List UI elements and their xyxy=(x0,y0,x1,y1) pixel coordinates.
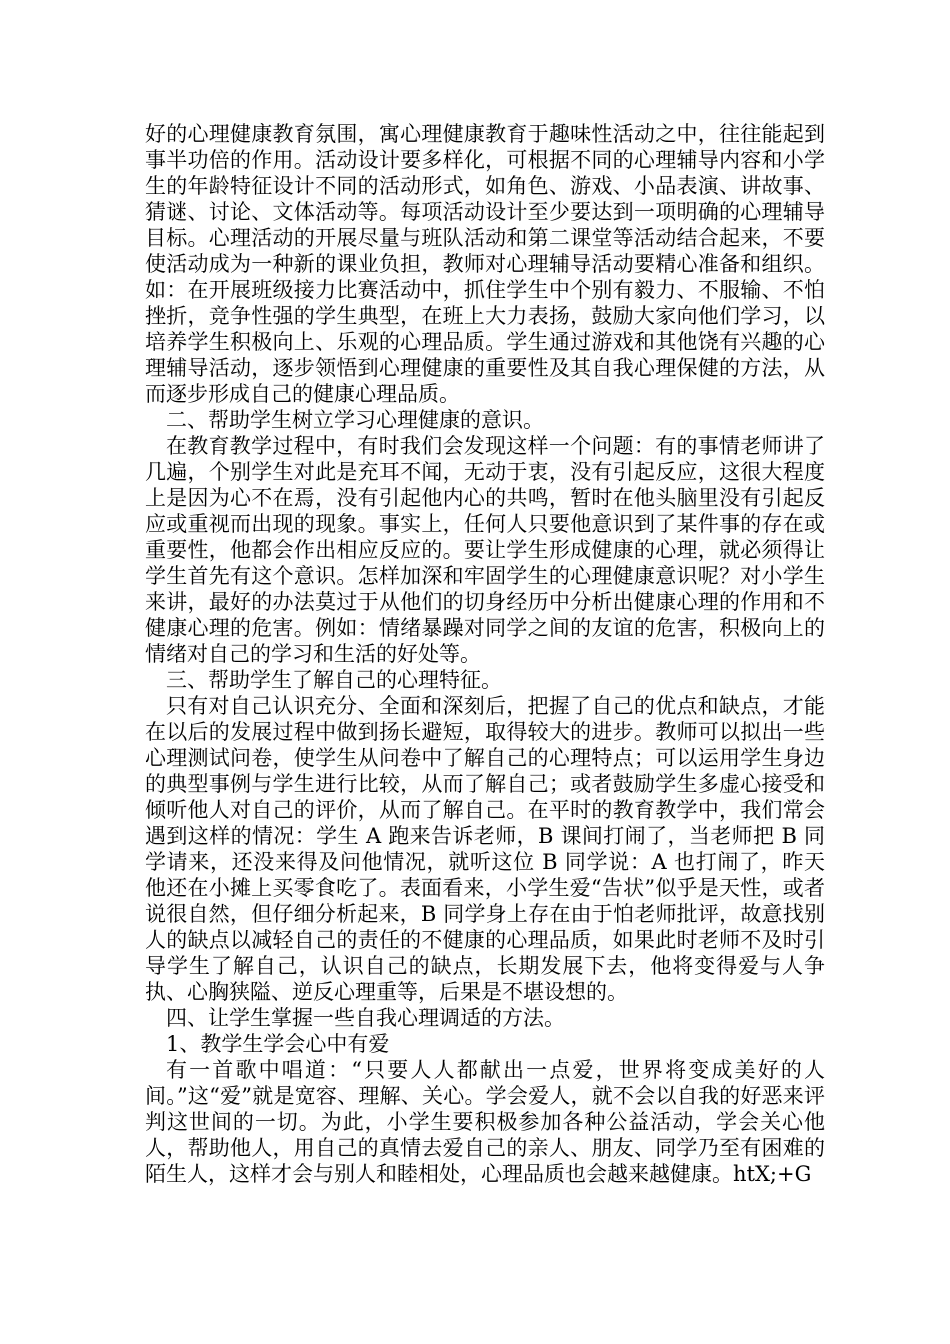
section-heading: 二、帮助学生树立学习心理健康的意识。 xyxy=(166,408,544,432)
subsection-heading: 1、教学生学会心中有爱 xyxy=(166,1032,390,1056)
body-paragraph: 在教育教学过程中，有时我们会发现这样一个问题：有的事情老师讲了几遍，个别学生对此是充耳不闻，无动于衷，没有引起反应，这很大程度上是因为心不在焉，没有引起他内心的共鸣，暂时在他头脑里没有引起反应或重视而出现的现象。事实上，任何人只要他意识到了某件事的存在或重要性，他都会作出相应反应的。要让学生形成健康的心理，就必须得让学生首先有这个意识。怎样加深和牢固学生的心理健康意识呢？对小学生来讲，最好的办法莫过于从他们的切身经历中分析出健康心理的作用和不健康心理的危害。例如：情绪暴躁对同学之间的友谊的危害，积极向上的情绪对自己的学习和生活的好处等。 xyxy=(145,434,825,666)
body-paragraph: 有一首歌中唱道：“只要人人都献出一点爱，世界将变成美好的人间。”这“爱”就是宽容、理解、关心。学会爱人，就不会以自我的好恶来评判这世间的一切。为此，小学生要积极参加各种公益活动，学会关心他人，帮助他人，用自己的真情去爱自己的亲人、朋友、同学乃至有困难的陌生人，这样才会与别人和睦相处，心理品质也会越来越健康。htX;+G xyxy=(145,1058,825,1186)
document-body xyxy=(145,121,825,1187)
section-heading: 三、帮助学生了解自己的心理特征。 xyxy=(166,668,502,692)
body-paragraph: 只有对自己认识充分、全面和深刻后，把握了自己的优点和缺点，才能在以后的发展过程中做到扬长避短，取得较大的进步。教师可以拟出一些心理测试问卷，使学生从问卷中了解自己的心理特点；可以运用学生身边的典型事例与学生进行比较，从而了解自己；或者鼓励学生多虚心接受和倾听他人对自己的评价，从而了解自己。在平时的教育教学中，我们常会遇到这样的情况：学生 A 跑来告诉老师，B 课间打闹了，当老师把 B 同学请来，还没来得及问他情况，就听这位 B 同学说：A 也打闹了，昨天他还在小摊上买零食吃了。表面看来，小学生爱“告状”似乎是天性，或者说很自然，但仔细分析起来，B 同学身上存在由于怕老师批评，故意找别人的缺点以减轻自己的责任的不健康的心理品质，如果此时老师不及时引导学生了解自己，认识自己的缺点，长期发展下去，他将变得爱与人争执、心胸狭隘、逆反心理重等，后果是不堪设想的。 xyxy=(145,694,825,1004)
section-heading: 四、让学生掌握一些自我心理调适的方法。 xyxy=(166,1006,565,1030)
body-paragraph: 好的心理健康教育氛围，寓心理健康教育于趣味性活动之中，往往能起到事半功倍的作用。活动设计要多样化，可根据不同的心理辅导内容和小学生的年龄特征设计不同的活动形式，如角色、游戏、小品表演、讲故事、猜谜、讨论、文体活动等。每项活动设计至少要达到一项明确的心理辅导目标。心理活动的开展尽量与班队活动和第二课堂等活动结合起来，不要使活动成为一种新的课业负担，教师对心理辅导活动要精心准备和组织。如：在开展班级接力比赛活动中，抓住学生中个别有毅力、不服输、不怕挫折，竞争性强的学生典型，在班上大力表扬，鼓励大家向他们学习，以培养学生积极向上、乐观的心理品质。学生通过游戏和其他饶有兴趣的心理辅导活动，逐步领悟到心理健康的重要性及其自我心理保健的方法，从而逐步形成自己的健康心理品质。 xyxy=(145,122,825,406)
